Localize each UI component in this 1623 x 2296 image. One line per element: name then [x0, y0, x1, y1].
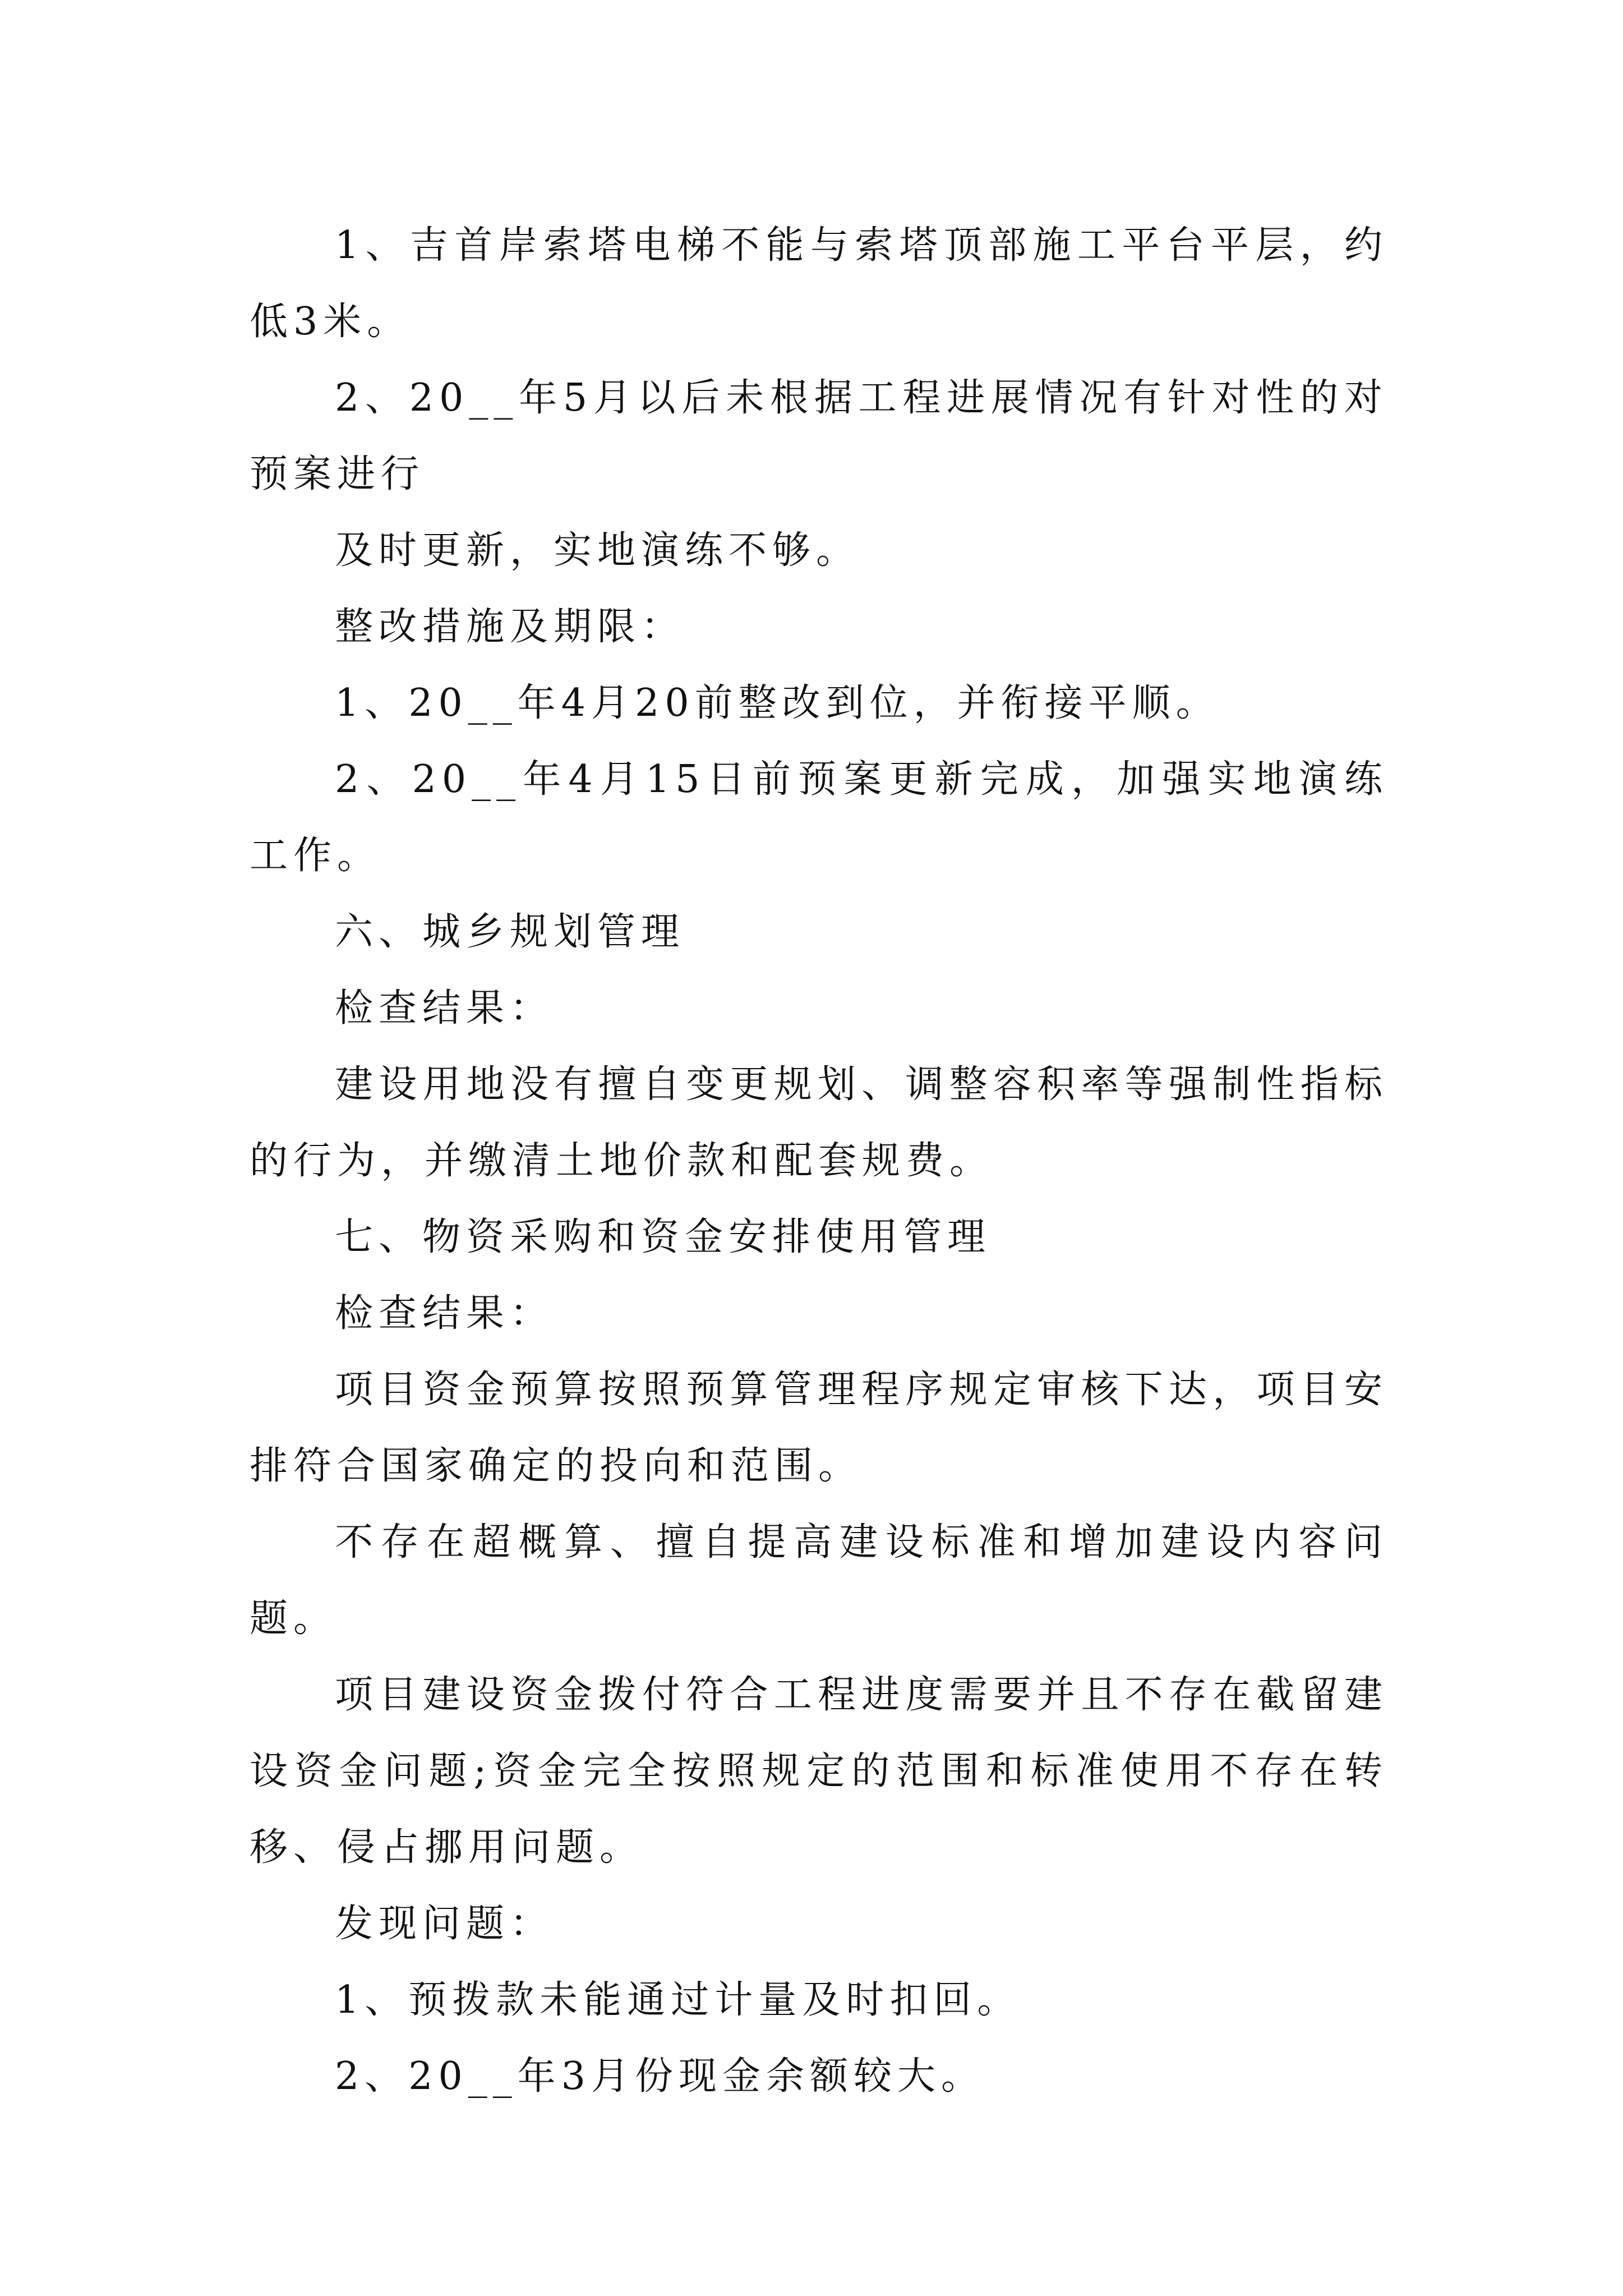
paragraph-3: 及时更新，实地演练不够。 [335, 528, 860, 573]
paragraph-1: 1、吉首岸索塔电梯不能与索塔顶部施工平台平层，约低3米。 [250, 223, 1388, 344]
paragraph-2: 2、20__年5月以后未根据工程进展情况有针对性的对预案进行 [250, 376, 1388, 496]
subheading-inspection-result-2: 检查结果： [335, 1291, 554, 1336]
paragraph-6: 2、20__年4月15日前预案更新完成，加强实地演练工作。 [250, 757, 1388, 878]
paragraph-9: 建设用地没有擅自变更规划、调整容积率等强制性指标的行为，并缴清土地价款和配套规费。 [250, 1062, 1388, 1183]
paragraph-16: 1、预拨款未能通过计量及时扣回。 [335, 1978, 1021, 2022]
section-heading-rectification: 整改措施及期限： [335, 605, 685, 649]
subheading-inspection-result-1: 检查结果： [335, 986, 554, 1030]
section-heading-seven: 七、物资采购和资金安排使用管理 [335, 1215, 992, 1259]
paragraph-13: 不存在超概算、擅自提高建设标准和增加建设内容问题。 [250, 1520, 1388, 1641]
document-body [250, 208, 1388, 2115]
subheading-issues-found: 发现问题： [335, 1902, 554, 1946]
paragraph-17: 2、20__年3月份现金余额较大。 [335, 2054, 985, 2099]
paragraph-14: 项目建设资金拨付符合工程进度需要并且不存在截留建设资金问题;资金完全按照规定的范围和标准使用不存在转移、侵占挪用问题。 [250, 1673, 1388, 1870]
paragraph-12: 项目资金预算按照预算管理程序规定审核下达，项目安排符合国家确定的投向和范围。 [250, 1368, 1388, 1488]
paragraph-5: 1、20__年4月20前整改到位，并衔接平顺。 [335, 681, 1220, 725]
section-heading-six: 六、城乡规划管理 [335, 910, 685, 954]
